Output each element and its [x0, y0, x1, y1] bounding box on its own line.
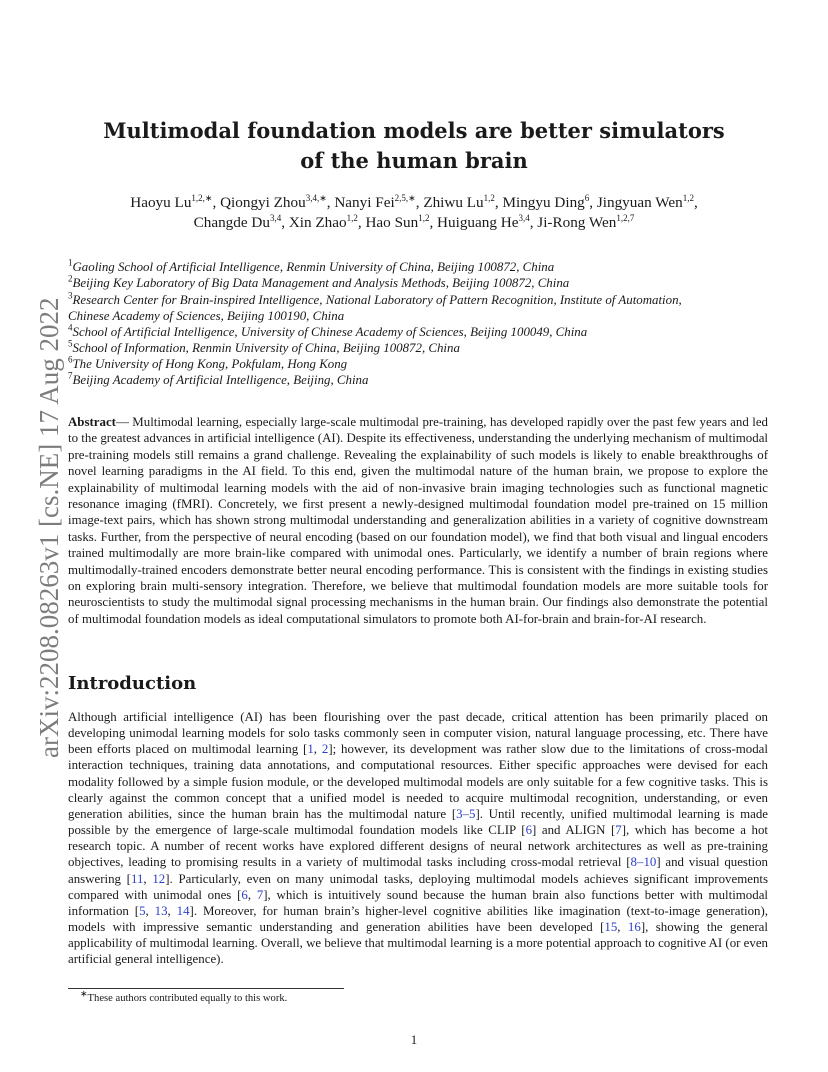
author-list-line-1: Haoyu $Lu^{1,2,∗}$, Qiongyi Zhou$^{3,4,∗}$, Nanyi Fei$^{2,5,∗}$, Zhiwu Lu$^{1,2}$, Mingyu Ding$^6$, Jingyuan Wen$^{1,2}$,	[130, 192, 698, 211]
citation-link[interactable]: 14	[176, 903, 190, 918]
abstract	[68, 414, 768, 627]
paper-title-line-2: of the human brain	[300, 148, 528, 173]
affiliation-2	[68, 275, 768, 291]
intro-text: ,	[145, 903, 155, 918]
author-name: Qiongyi Zhou	[220, 194, 306, 211]
intro-text: ], which has become a hot research topic. A number of recent works have explored different designs of neural network architectures as well as pre-training objectives, leading to promising results in a variety of multimodal tasks including cross-modal retrieval [	[68, 823, 769, 870]
author-name: Xin Zhao	[288, 214, 347, 231]
intro-text: Although artificial intelligence (AI) has been flourishing over the past decade, critical attention has been primarily placed on developing unimodal learning models for solo tasks commonly seen in computer vision, natural language processing, etc. There have been efforts placed on multimodal learning [	[68, 710, 768, 757]
author-affiliation-sup: 1,2,∗	[191, 192, 213, 203]
citation-link[interactable]: 5	[139, 903, 146, 918]
author-affiliation-sup: 1,2	[483, 192, 495, 203]
footnote-text: These authors contributed equally to this work.	[87, 993, 288, 1004]
author-name: Mingyu Ding	[502, 194, 585, 211]
abstract-text: — Multimodal learning, especially large-scale multimodal pre-training, has developed rapidly over the past few years and led to the greatest advances in artificial intelligence (AI). Despite its effectiveness, understanding the underlying mechanism of multimodal pre-training models still remains a grand challenge. Revealing the explainability of such models is likely to enable breakthroughs of novel learning paradigms in the AI field. To this end, given the multimodal nature of the human brain, we propose to explore the explainability of multimodal learning models with the aid of non-invasive brain imaging technologies such as functional magnetic resonance imaging (fMRI). Concretely, we first present a newly-designed multimodal foundation model pre-trained on 15 million image-text pairs, which has shown strong multimodal understanding and generalization abilities in a variety of cognitive downstream tasks. Further, from the perspective of neural encoding (based on our foundation model), we find that both visual and lingual encoders trained multimodally are more brain-like compared with unimodal ones. Particularly, we identify a number of brain regions where multimodally-trained encoders demonstrate better neural encoding performance. This is consistent with the findings in existing studies on exploring brain multi-sensory integration. Therefore, we believe that multimodal foundation models are more suitable tools for neuroscientists to study the multimodal signal processing mechanisms in the human brain. Our findings also demonstrate the potential of multimodal foundation models as ideal computational simulators to promote both AI-for-brain and brain-for-AI research.	[68, 415, 768, 626]
author-affiliation-sup: 1,2,7	[616, 212, 635, 223]
page-number: 1	[410, 1033, 418, 1047]
affiliation-7	[68, 372, 768, 388]
citation-link[interactable]: 11	[130, 871, 144, 886]
author-affiliation-sup: 2,5,∗	[394, 192, 416, 203]
affiliation-3	[68, 292, 768, 325]
intro-text: ], showing the general applicability of multimodal learning. Overall, we believe that multimodal learning is a more potential approach to cognitive AI (or even artificial general intelligence).	[68, 920, 768, 967]
introduction-paragraph	[68, 709, 768, 968]
affiliation-6	[68, 356, 768, 372]
footnote-rule	[68, 988, 344, 989]
citation-link[interactable]: 13	[154, 903, 168, 918]
author-list-line-2: Changde Du$^{3,4}$, Xin Zhao$^{1,2}$, Hao Sun$^{1,2}$, Huiguang He$^{3,4}$, Ji-Rong Wen$^{1,2,7}$	[193, 212, 635, 231]
affiliation-4	[68, 324, 768, 340]
affiliation-5	[68, 340, 768, 356]
intro-text: ,	[247, 887, 257, 902]
affiliation-1	[68, 259, 768, 275]
affiliation-number: 4	[68, 322, 73, 333]
affiliation-text-continued: Chinese Academy of Sciences, Beijing 100190, China	[68, 309, 345, 324]
author-name: Changde Du	[193, 214, 270, 231]
intro-text: ,	[617, 920, 628, 935]
affiliation-number: 6	[68, 354, 73, 365]
citation-link[interactable]: 7	[615, 823, 622, 838]
intro-text: ]. Particularly, even on many unimodal tasks, deploying multimodal models achieves significant improvements compared with unimodal ones [	[68, 871, 769, 902]
citation-link[interactable]: 1	[307, 742, 314, 757]
intro-text: ,	[143, 871, 153, 886]
author-affiliation-sup: 3,4	[269, 212, 282, 223]
arxiv-stamp	[12, 270, 72, 770]
author-affiliation-sup: 3,4	[518, 212, 530, 223]
citation-link[interactable]: 6	[241, 887, 248, 902]
intro-text: ,	[167, 903, 177, 918]
arxiv-stamp-text: arXiv:2208.08263v1 [cs.NE] 17 Aug 2022	[34, 297, 64, 758]
author-affiliation-sup: 6	[584, 192, 590, 203]
citation-link[interactable]: 12	[152, 871, 166, 886]
author-name: Hao Sun	[365, 214, 419, 231]
footnote-mark: ∗	[80, 988, 88, 999]
intro-text: ] and visual question answering [	[68, 855, 769, 886]
author-affiliation-sup: 1,2	[418, 212, 430, 223]
affiliation-text: Beijing Academy of Artificial Intelligence, Beijing, China	[72, 373, 369, 387]
citation-link[interactable]: 15	[604, 920, 618, 935]
affiliation-text: School of Information, Renmin University of China, Beijing 100872, China	[72, 341, 460, 355]
author-name: Ji-Rong Wen	[537, 214, 617, 231]
citation-link[interactable]: 6	[525, 823, 533, 838]
intro-text: ]; however, its development was rather slow due to the limitations of cross-modal interaction techniques, training data annotations, and computational resources. Either specific approaches were devised for each modality followed by a simple fusion module, or the developed multimodal models are only suitable for a few cognitive tasks. This is clearly against the common concept that a unified model is needed to acquire multimodal recognition, understanding, or even generation abilities, since the human brain has the multimodal nature [	[68, 742, 768, 821]
affiliation-number: 3	[68, 290, 73, 301]
citation-link[interactable]: 2	[321, 742, 329, 757]
author-affiliation-sup: 3,4,∗	[305, 192, 327, 203]
affiliation-number: 2	[68, 273, 73, 284]
abstract-label: Abstract	[68, 415, 116, 429]
affiliation-number: 7	[68, 370, 73, 381]
author-name: Huiguang He	[437, 214, 519, 231]
affiliation-number: 1	[68, 257, 73, 268]
paper-title-line-1: Multimodal foundation models are better simulators	[103, 118, 725, 143]
affiliation-text: Gaoling School of Artificial Intelligence, Renmin University of China, Beijing 100872, China	[72, 260, 555, 274]
citation-link[interactable]: 3–5	[456, 806, 476, 821]
affiliation-number: 5	[68, 338, 73, 349]
intro-text: ]. Moreover, for human brain’s higher-level cognitive abilities like imagination (text-to-image generation), models with impressive semantic understanding and generation abilities have been developed [	[68, 903, 769, 935]
author-affiliation-sup: 1,2	[682, 192, 694, 203]
intro-text: ,	[313, 742, 322, 757]
intro-text: ]. Until recently, unified multimodal learning is made possible by the emergence of large-scale multimodal foundation models like CLIP [	[68, 806, 768, 838]
author-name: Nanyi Fei	[334, 194, 395, 211]
citation-link[interactable]: 8–10	[630, 855, 657, 870]
section-title-introduction: Introduction	[68, 673, 197, 694]
author-name: Jingyuan Wen	[596, 194, 683, 211]
affiliation-text: The University of Hong Kong, Pokfulam, Hong Kong	[72, 357, 348, 371]
affiliation-text: School of Artificial Intelligence, University of Chinese Academy of Sciences, Beijing 100049, China	[72, 325, 588, 339]
author-name: Haoyu Lu	[130, 194, 192, 211]
author-name: Zhiwu Lu	[423, 194, 484, 211]
affiliation-text: Research Center for Brain-inspired Intelligence, National Laboratory of Pattern Recognition, Institute of Automation,	[72, 293, 682, 307]
footnote	[80, 988, 288, 1004]
intro-text: ], which is intuitively sound because the human brain also functions better with multimodal information [	[68, 887, 768, 918]
citation-link[interactable]: 7	[256, 887, 264, 902]
intro-text: ] and ALIGN [	[532, 823, 616, 838]
citation-link[interactable]: 16	[627, 920, 641, 935]
author-affiliation-sup: 1,2	[346, 212, 358, 223]
affiliation-text: Beijing Key Laboratory of Big Data Management and Analysis Methods, Beijing 100872, China	[72, 276, 570, 290]
